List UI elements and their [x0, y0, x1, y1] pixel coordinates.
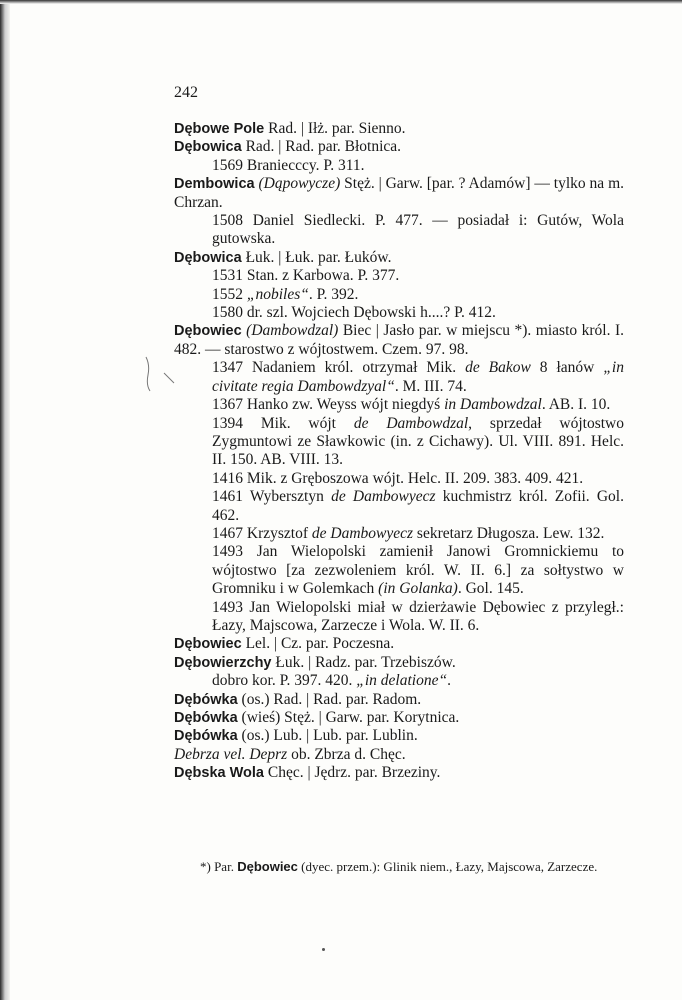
entry-debowica-rad — [174, 138, 624, 156]
entry-text: Biec | Jasło par. w miejscu *). miasto król. I. 482. — starostwo z wójtostwem. Czem. 97. 98. — [174, 322, 624, 358]
entry-text: Stęż. | Garw. [par. ? Adamów] — tylko na m. Chrzan. — [174, 175, 624, 211]
sub-entry: 1569 Braniecccy. P. 311. — [212, 156, 365, 174]
sub-entry-1493-a — [212, 543, 624, 598]
sub-text: . M. III. 74. — [394, 377, 467, 395]
entry-text: Rad. | Iłż. par. Sienno. — [264, 120, 406, 137]
sub-text: 8 łanów — [530, 359, 604, 377]
entry-text: Lel. | Cz. par. Poczesna. — [241, 635, 395, 653]
entry-text: Łuk. | Łuk. par. Łuków. — [241, 248, 392, 266]
sub-italic: (in Golanka) — [378, 580, 458, 598]
sub-italic: de Dambowdzal — [353, 414, 469, 432]
sub-entry-1347 — [212, 359, 624, 396]
sub-italic: „in delatione“ — [356, 672, 448, 690]
entry-debowica-luk — [174, 249, 624, 267]
headword-italic: Debrza vel. Deprz — [174, 745, 288, 763]
headword: Dębówka — [174, 691, 238, 708]
scan-edge-top — [0, 0, 682, 4]
alt-name: (Dambowdzal) — [241, 322, 339, 340]
scan-edge-left — [0, 0, 10, 1000]
entry-debrza — [174, 746, 624, 764]
entry-debowe-pole — [174, 120, 624, 138]
pencil-mark-icon — [140, 355, 180, 395]
headword: Dębska Wola — [174, 765, 264, 782]
headword: Dębowiec — [174, 323, 242, 340]
sub-italic: de Dambowyecz — [331, 488, 436, 506]
headword: Dębówka — [174, 710, 238, 726]
entry-text: (os.) Lub. | Lub. par. Lublin. — [237, 727, 418, 745]
sub-text: 1394 Mik. wójt — [212, 414, 354, 432]
headword: Dębowica — [174, 249, 242, 266]
sub-entry-1461 — [212, 488, 624, 525]
sub-entry-1467 — [212, 525, 624, 543]
headword: Dębówka — [174, 728, 238, 745]
sub-text: . P. 392. — [308, 285, 359, 303]
sub-text: 1347 Nadaniem król. otrzymał Mik. — [212, 359, 466, 377]
sub-italic: de Dambowyecz — [311, 524, 414, 542]
footnote-text: (dyec. przem.): Glinik niem., Łazy, Majscowa, Zarzecze. — [297, 859, 598, 874]
sub-entry-1394 — [212, 415, 624, 470]
sub-entry: 1531 Stan. z Karbowa. P. 377. — [212, 267, 400, 285]
entry-text: Chęc. | Jędrz. par. Brzeziny. — [264, 764, 441, 782]
sub-text: 1461 Wybersztyn — [212, 488, 332, 506]
sub-text: . AB. I. 10. — [541, 396, 611, 414]
sub-italic: de Bakow — [465, 359, 531, 377]
sub-entry — [212, 286, 624, 304]
footnote-marker: *) Par. — [200, 859, 238, 874]
entry-debska-wola — [174, 764, 624, 782]
entry-text: (os.) Rad. | Rad. par. Radom. — [237, 690, 422, 708]
entry-dembowica — [174, 175, 624, 212]
sub-entry: 1580 dr. szl. Wojciech Dębowski h....? P. 412. — [212, 304, 496, 322]
speck — [322, 948, 325, 951]
headword: Dębowiec — [174, 636, 242, 653]
sub-entry-1416: 1416 Mik. z Gręboszowa wójt. Helc. II. 209. 383. 409. 421. — [212, 469, 584, 487]
sub-text: . Gol. 145. — [457, 580, 524, 598]
sub-italic: „nobiles“ — [246, 285, 309, 303]
sub-text: 1467 Krzysztof — [212, 524, 312, 542]
headword: Dębowe Pole — [174, 121, 265, 137]
entry-debowiec-lel — [174, 635, 624, 653]
headword: Dembowica — [174, 176, 255, 193]
page-number: 242 — [174, 84, 198, 101]
sub-text: kuchmistrz król. Zofii. Gol. 462. — [212, 488, 624, 524]
sub-entry-1367 — [212, 396, 624, 414]
sub-entry — [212, 672, 624, 690]
footnote — [200, 859, 640, 875]
entry-debowka-wies — [174, 709, 624, 727]
footnote-headword: Dębowiec — [237, 859, 298, 874]
entry-text: (wieś) Stęż. | Garw. par. Korytnica. — [237, 709, 460, 726]
sub-text: 1493 Jan Wielopolski zamienił Janowi Gromnickiemu to wójtostwo [za zezwoleniem król. W. II. 6.] za sołtystwo w Gromniku i w Golemkach — [212, 543, 624, 598]
headword: Dębowica — [174, 139, 242, 156]
sub-text: dobro kor. P. 397. 420. — [212, 672, 357, 690]
sub-text: sekretarz Długosza. Lew. 132. — [413, 524, 605, 542]
entry-debowka-os-lub — [174, 727, 624, 745]
sub-entry-1493-b: 1493 Jan Wielopolski miał w dzierżawie Dębowiec z przyległ.: Łazy, Majscowa, Zarzecze i Wola. W. II. 6. — [212, 598, 624, 634]
sub-text: 1552 — [212, 285, 247, 303]
sub-italic: in Dambowdzal — [444, 396, 542, 414]
entry-text: ob. Zbrza d. Chęc. — [287, 745, 406, 763]
entry-debowiec-biec — [174, 322, 624, 359]
sub-text: . — [447, 672, 451, 690]
alt-name: (Dąpowycze) — [254, 175, 341, 193]
sub-text: , sprzedał wójtostwo Zygmuntowi ze Sławkowic (in. z Cichawy). Ul. VIII. 891. Helc. II. 150. AB. VIII. 13. — [212, 414, 624, 469]
sub-italic: „in civitate regia Dambowdzyal“ — [212, 359, 624, 395]
sub-text: 1367 Hanko zw. Weyss wójt niegdyś — [212, 396, 445, 414]
entry-text: Rad. | Rad. par. Błotnica. — [241, 138, 402, 156]
dictionary-column — [174, 120, 624, 783]
entry-text: Łuk. | Radz. par. Trzebiszów. — [271, 653, 456, 671]
headword: Dębowierzchy — [174, 654, 272, 671]
entry-debowka-os-rad — [174, 691, 624, 709]
sub-entry: 1508 Daniel Siedlecki. P. 477. — posiadał i: Gutów, Wola gutowska. — [212, 212, 624, 248]
entry-debowierzchy — [174, 654, 624, 672]
